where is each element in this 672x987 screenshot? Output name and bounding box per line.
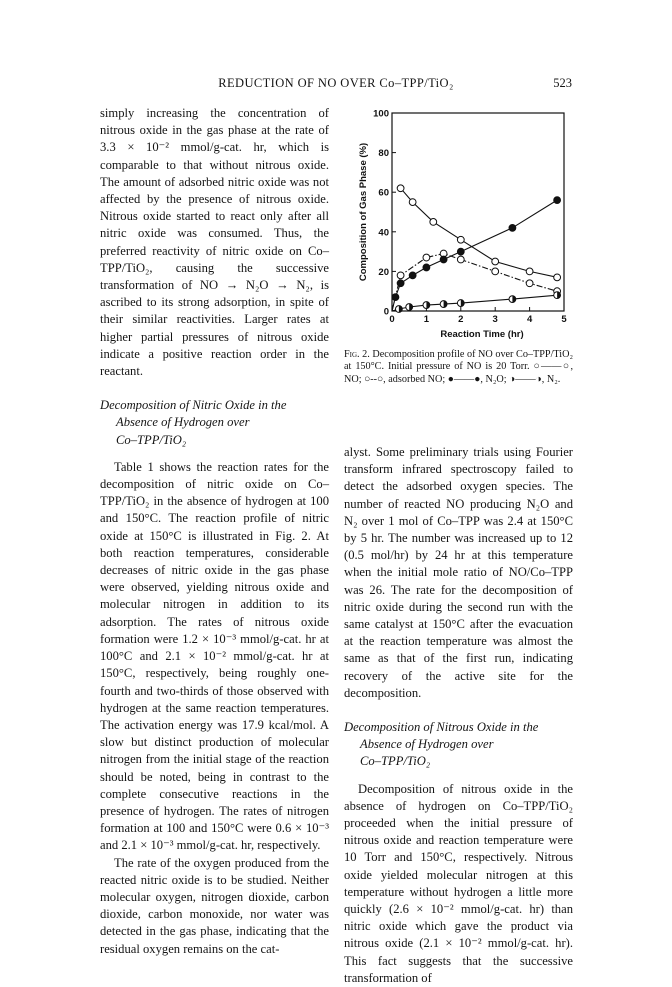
section-heading-line: Absence of Hydrogen over <box>116 415 250 430</box>
data-point <box>457 256 464 263</box>
caption-label: Fig. 2. <box>344 349 370 360</box>
right-column <box>344 444 573 987</box>
x-tick-label: 2 <box>458 314 464 325</box>
data-point <box>492 268 499 275</box>
y-axis-label: Composition of Gas Phase (%) <box>358 142 369 282</box>
data-point <box>397 280 404 287</box>
data-point <box>409 272 416 279</box>
section-heading-line: Decomposition of Nitrous Oxide in the <box>344 720 539 735</box>
figure-2 <box>344 105 573 345</box>
y-tick-label: 40 <box>378 227 389 239</box>
section-heading <box>344 719 573 771</box>
page-number: 523 <box>553 76 572 90</box>
y-tick-label: 20 <box>378 266 389 278</box>
x-axis-label: Reaction Time (hr) <box>440 329 524 340</box>
running-title: REDUCTION OF NO OVER Co–TPP/TiO₂ <box>218 76 454 90</box>
x-tick-label: 5 <box>561 314 567 325</box>
data-point <box>423 254 430 261</box>
section-heading <box>100 397 329 449</box>
running-header <box>100 76 572 94</box>
data-point <box>554 274 561 281</box>
data-point <box>423 264 430 271</box>
series-line <box>392 295 557 311</box>
y-tick-label: 80 <box>378 148 389 160</box>
x-tick-label: 1 <box>423 314 430 325</box>
data-point <box>430 219 437 226</box>
figure-caption <box>344 349 573 386</box>
section-heading-line: Co–TPP/TiO₂ <box>360 754 431 769</box>
paragraph: alyst. Some preliminary trials using Fourier transform infrared spectroscopy failed to detect the adsorbed oxygen species. The number of reacted NO producing N₂O and N₂ over 1 mol of Co–TPP was 2.4 at 150°C by 5 hr. The number was increased up to 12 (0.5 mol/hr) by 24 hr at this temperature when the initial mole ratio of NO/Co–TPP was 26. The rate for the decomposition of nitric oxide during the second run with the same catalyst at 150°C after the evacuation at the reaction temperature was almost the same as that of the first run, indicating recovery of the active site for the decomposition. <box>344 445 573 700</box>
y-tick-label: 0 <box>383 306 389 318</box>
left-column <box>100 105 329 958</box>
caption-text: Decomposition profile of NO over Co–TPP/TiO₂ at 150°C. Initial pressure of NO is 20 Torr. ○——○, NO; ○--○, adsorbed NO; ●——●, N₂O; ◑——◑, N₂. <box>344 349 574 385</box>
decomposition-profile-chart <box>344 105 573 345</box>
data-point <box>554 197 561 204</box>
paragraph: simply increasing the concentration of nitrous oxide in the gas phase at the rate of 3.3 × 10⁻² mmol/g-cat. hr, which is comparable to that without nitrous oxide. The amount of adsorbed nitric oxide was not affected by the presence of nitrous oxide. Nitrous oxide started to react only after all nitric oxide was consumed. Thus, the preferred reactivity of nitric oxide on Co–TPP/TiO₂, causing the successive transformation of NO → N₂O → N₂, is ascribed to its strong adsorption, in spite of their similar reactivities. Larger rates at higher partial pressures of nitrous oxide indicate a positive reaction order in the reactant. <box>100 106 329 379</box>
y-tick-label: 60 <box>378 187 389 199</box>
section-heading-line: Decomposition of Nitric Oxide in the <box>100 398 287 413</box>
data-point <box>409 199 416 206</box>
data-point <box>526 268 533 275</box>
section-heading-line: Absence of Hydrogen over <box>360 737 494 752</box>
x-tick-label: 3 <box>492 314 498 325</box>
section-heading-line: Co–TPP/TiO₂ <box>116 432 187 447</box>
paragraph: Decomposition of nitrous oxide in the absence of hydrogen on Co–TPP/TiO₂ proceeded when the initial pressure of nitrous oxide and reaction temperature were 10 Torr and 150°C, respectively. Nitrous oxide yielded molecular nitrogen at this temperature without hydrogen a little more quickly (2.6 × 10⁻² mmol/g-cat. hr) than nitric oxide which gave the product via nitrous oxide (2.1 × 10⁻² mmol/g-cat. hr). This fact suggests that the successive transformation of <box>344 781 573 985</box>
data-point <box>457 248 464 255</box>
data-point <box>440 256 447 263</box>
x-tick-label: 0 <box>389 314 395 325</box>
data-point <box>492 258 499 265</box>
y-tick-label: 100 <box>373 108 389 120</box>
paragraph: Table 1 shows the reaction rates for the decomposition of nitric oxide on Co–TPP/TiO₂ in the absence of hydrogen at 100 and 150°C. The reaction profile of nitric oxide at 150°C is illustrated in Fig. 2. At both reaction temperatures, considerable decreases of nitric oxide in the gas phase were observed, yielding nitrous oxide and molecular nitrogen in addition to its adsorption. The rates of nitrous oxide formation were 1.2 × 10⁻³ mmol/g-cat. hr at 100°C and 2.1 × 10⁻² mmol/g-cat. hr at 150°C, respectively, being roughly one-fourth and two-thirds of those observed with hydrogen at the same reaction temperatures. The activation energy was 17.9 kcal/mol. A slow but distinct production of molecular nitrogen from the initial stage of the reaction should be noted, being in contrast to the complete consecutive reactions in the presence of hydrogen. The rates of nitrogen formation at 100 and 150°C were 0.6 × 10⁻³ and 2.1 × 10⁻³ mmol/g-cat. hr, respectively. <box>100 459 329 853</box>
series-line <box>401 188 557 277</box>
series-line <box>392 200 557 311</box>
data-point <box>392 294 399 301</box>
data-point <box>457 236 464 243</box>
x-tick-label: 4 <box>526 314 533 325</box>
data-point <box>397 272 404 279</box>
paragraph: The rate of the oxygen produced from the reacted nitric oxide is to be studied. Neither molecular oxygen, nitrogen dioxide, carbon dioxide, carbon monoxide, nor water was detected in the gas phase, indicating that the residual oxygen remains on the cat- <box>100 855 329 956</box>
data-point <box>397 185 404 192</box>
data-point <box>509 224 516 231</box>
data-point <box>526 280 533 287</box>
